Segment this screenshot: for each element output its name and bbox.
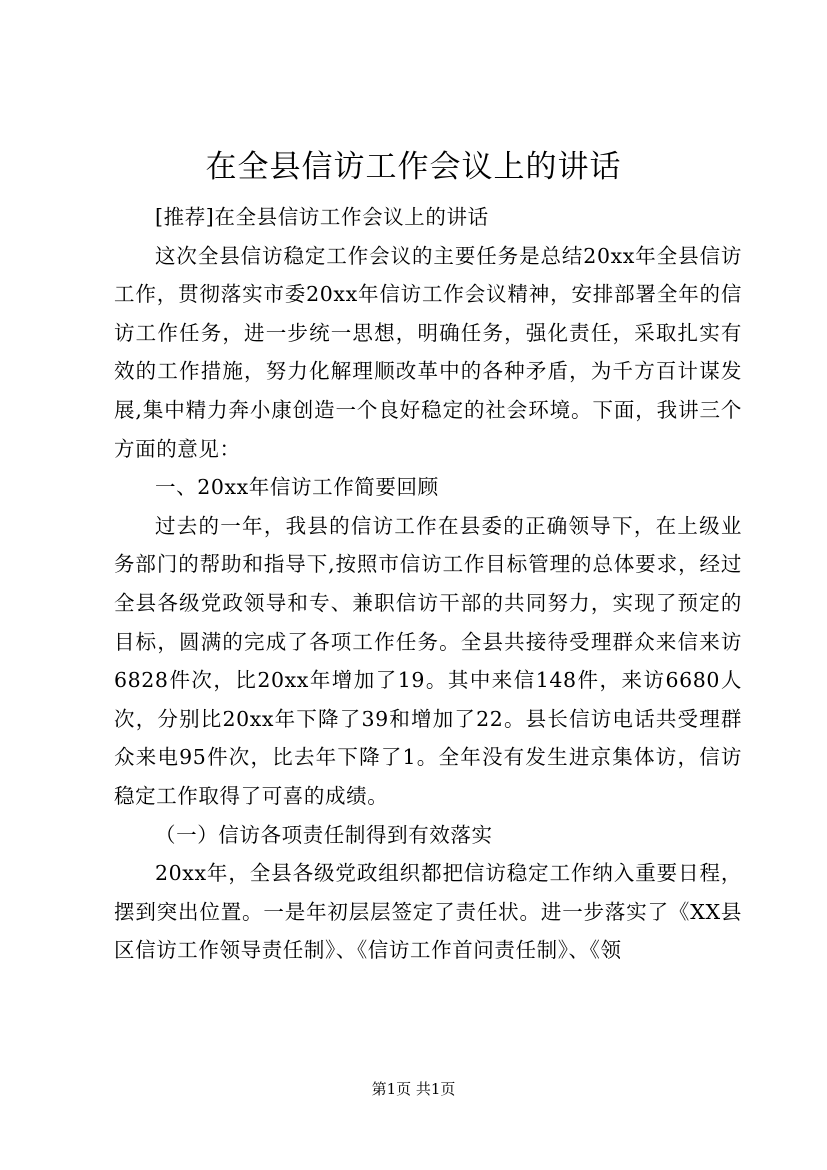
page-title: 在全县信访工作会议上的讲话 — [205, 149, 622, 185]
paragraph-intro: 这次全县信访稳定工作会议的主要任务是总结20xx年全县信访工作，贯彻落实市委20xx年信访工作会议精神，安排部署全年的信访工作任务，进一步统一思想，明确任务，强化责任，采取扎实有效的工作措施，努力化解理顺改革中的各种矛盾，为千方百计谋发展,集中精力奔小康创造一个良好稳定的社会环境。下面，我讲三个方面的意见： — [114, 243, 742, 461]
page-footer: 第1页 共1页 — [371, 1080, 456, 1098]
document-body — [114, 198, 742, 970]
paragraph-review: 过去的一年，我县的信访工作在县委的正确领导下，在上级业务部门的帮助和指导下,按照市信访工作目标管理的总体要求，经过全县各级党政领导和专、兼职信访干部的共同努力，实现了预定的目标，圆满的完成了各项工作任务。全县共接待受理群众来信来访6828件次，比20xx年增加了19。其中来信148件，来访6680人次，分别比20xx年下降了39和增加了22。县长信访电话共受理群众来电95件次，比去年下降了1。全年没有发生进京集体访，信访稳定工作取得了可喜的成绩。 — [114, 513, 742, 808]
paragraph-responsibility: 20xx年，全县各级党政组织都把信访稳定工作纳入重要日程，摆到突出位置。一是年初层层签定了责任状。进一步落实了《XX县区信访工作领导责任制》、《信访工作首问责任制》、《领 — [114, 861, 742, 963]
paragraph-recommend: [推荐]在全县信访工作会议上的讲话 — [155, 205, 489, 229]
subsection-heading-responsibility: （一）信访各项责任制得到有效落实 — [155, 822, 493, 847]
section-heading-review: 一、20xx年信访工作简要回顾 — [155, 475, 439, 500]
